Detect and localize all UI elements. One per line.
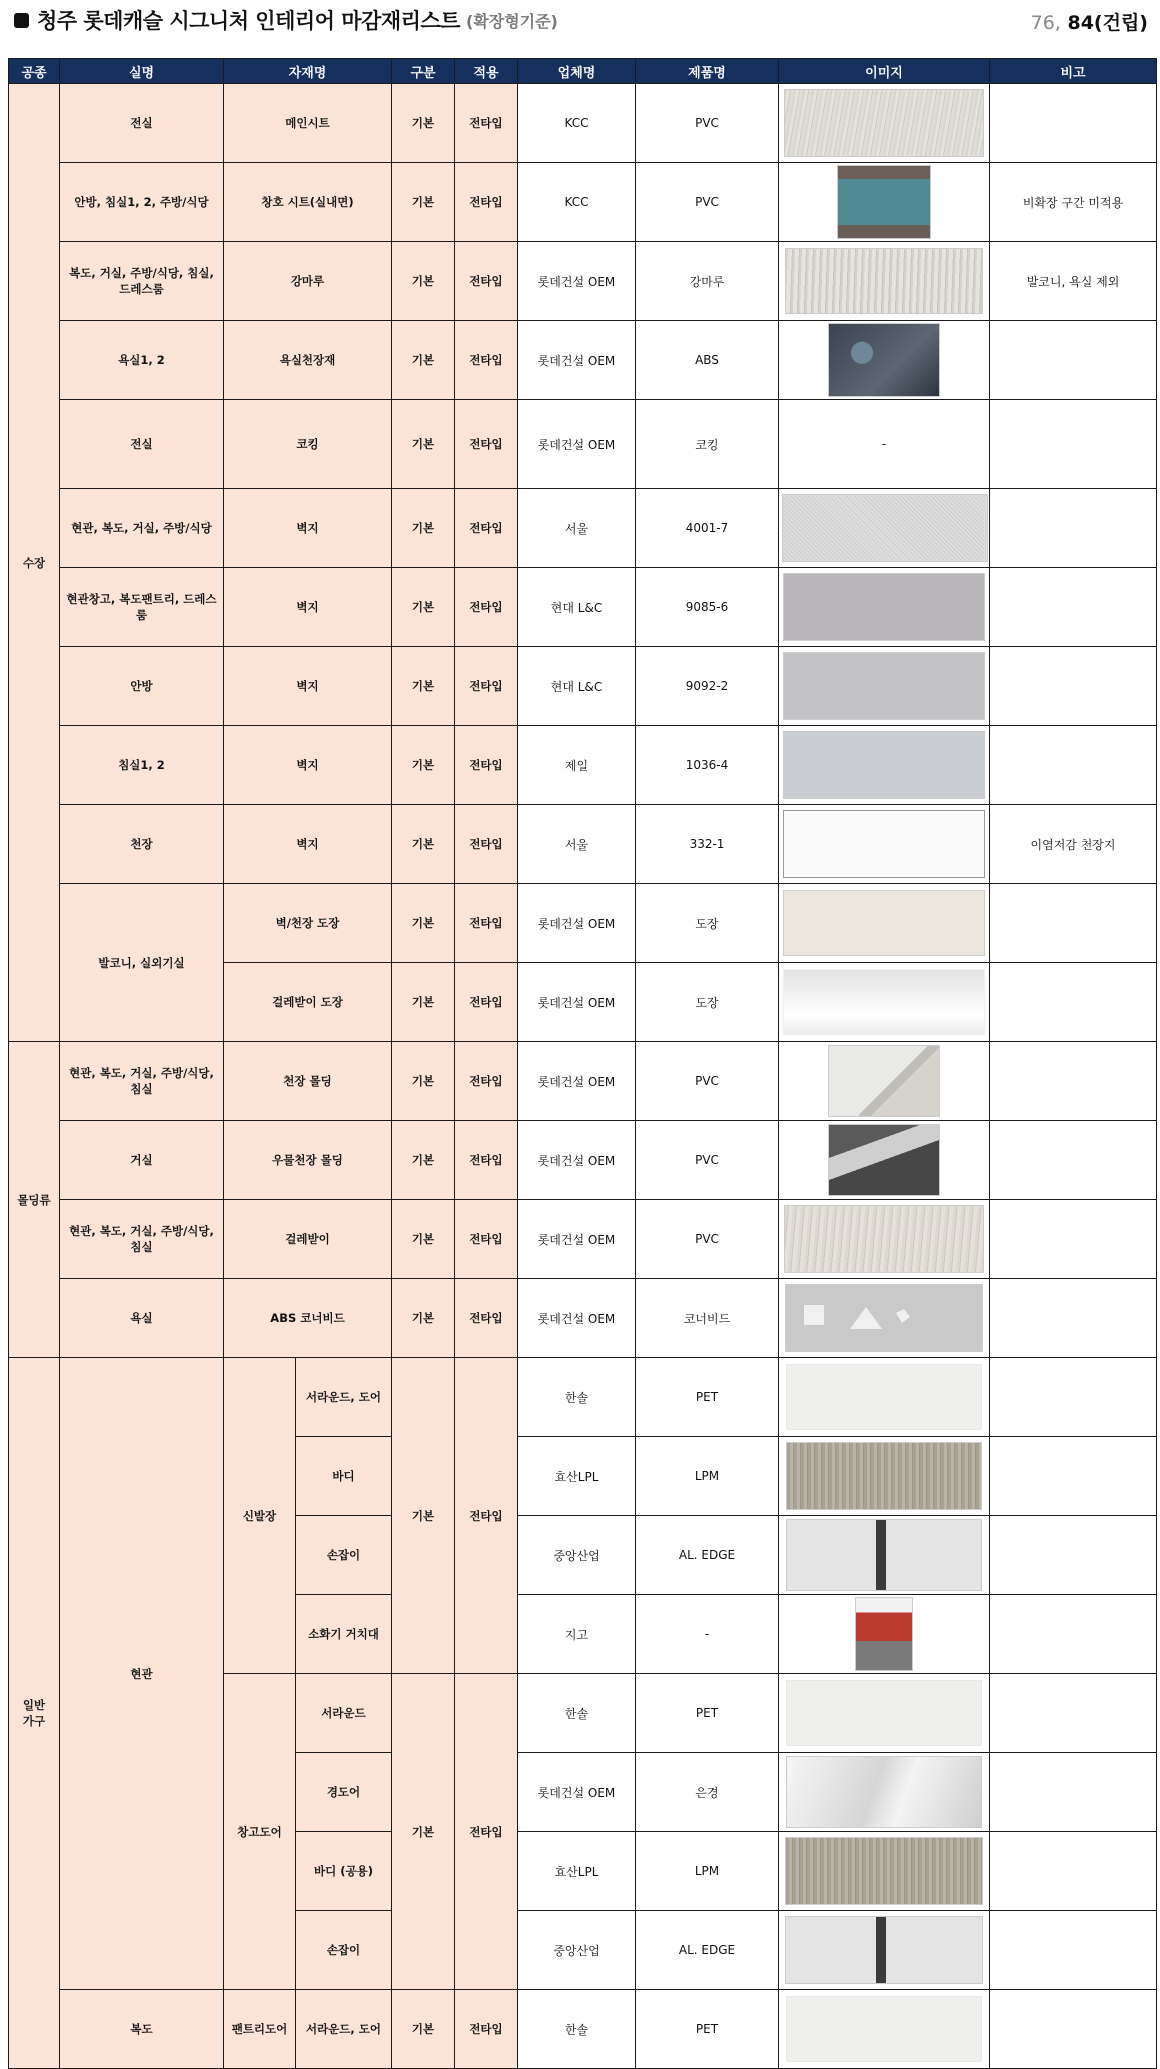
type-cell: 기본: [392, 726, 455, 805]
type-cell: 기본: [392, 568, 455, 647]
vendor-cell: 롯데건설 OEM: [518, 1200, 636, 1279]
room-cell: 현관: [60, 1358, 224, 1990]
product-cell: 강마루: [636, 242, 779, 321]
window-sheet-photo: [837, 165, 931, 239]
baseboard-swatch: [784, 1205, 984, 1273]
image-cell: [779, 884, 990, 963]
product-cell: 1036-4: [636, 726, 779, 805]
table-row: [9, 1042, 1157, 1121]
note-cell: [990, 84, 1157, 163]
product-cell: PVC: [636, 1042, 779, 1121]
product-cell: 코너비드: [636, 1279, 779, 1358]
image-cell: [779, 1437, 990, 1516]
room-cell: 현관, 복도, 거실, 주방/식당: [60, 489, 224, 568]
room-cell: 복도, 거실, 주방/식당, 침실, 드레스룸: [60, 242, 224, 321]
col-apply: 적용: [455, 59, 518, 84]
table-row: [9, 321, 1157, 400]
room-cell: 안방: [60, 647, 224, 726]
mirror-swatch: [786, 1756, 982, 1828]
material-cell: 걸레받이 도장: [224, 963, 392, 1042]
wallpaper-grey-swatch: [783, 731, 985, 799]
table-row: [9, 805, 1157, 884]
coffer-molding-photo: [828, 1124, 940, 1196]
apply-cell: 전타입: [455, 1279, 518, 1358]
vendor-cell: 한솔: [518, 1990, 636, 2069]
apply-cell: 전타입: [455, 1990, 518, 2069]
col-product: 제품명: [636, 59, 779, 84]
material-cell: 벽/천장 도장: [224, 884, 392, 963]
image-cell: [779, 84, 990, 163]
image-cell: [779, 321, 990, 400]
wallpaper-texture-swatch: [782, 494, 988, 562]
type-cell: 기본: [392, 1358, 455, 1674]
material-cell: 코킹: [224, 400, 392, 489]
product-cell: AL. EDGE: [636, 1911, 779, 1990]
table-row: [9, 568, 1157, 647]
image-cell: [779, 1674, 990, 1753]
image-cell: [779, 1753, 990, 1832]
wallpaper-grey-swatch: [783, 652, 985, 720]
room-cell: 안방, 침실1, 2, 주방/식당: [60, 163, 224, 242]
apply-cell: 전타입: [455, 963, 518, 1042]
room-cell: 침실1, 2: [60, 726, 224, 805]
vendor-cell: 롯데건설 OEM: [518, 1753, 636, 1832]
product-cell: PVC: [636, 84, 779, 163]
image-cell: [779, 1911, 990, 1990]
part-cell: 경도어: [296, 1753, 392, 1832]
vendor-cell: 효산LPL: [518, 1832, 636, 1911]
type-cell: 기본: [392, 400, 455, 489]
table-row: [9, 1358, 1157, 1437]
vendor-cell: 현대 L&C: [518, 568, 636, 647]
product-cell: PVC: [636, 1121, 779, 1200]
vendor-cell: 지고: [518, 1595, 636, 1674]
apply-cell: 전타입: [455, 242, 518, 321]
table-row: [9, 489, 1157, 568]
note-cell: [990, 884, 1157, 963]
pet-white-swatch: [786, 1364, 982, 1430]
note-cell: [990, 1753, 1157, 1832]
page-header: [14, 4, 558, 36]
material-cell: 벽지: [224, 489, 392, 568]
group-cell: 수장: [9, 84, 60, 1042]
product-cell: -: [636, 1595, 779, 1674]
apply-cell: 전타입: [455, 400, 518, 489]
product-cell: PET: [636, 1990, 779, 2069]
apply-cell: 전타입: [455, 1674, 518, 1990]
type-cell: 기본: [392, 884, 455, 963]
vendor-cell: 롯데건설 OEM: [518, 884, 636, 963]
vendor-cell: 롯데건설 OEM: [518, 1121, 636, 1200]
room-cell: 현관창고, 복도팬트리, 드레스룸: [60, 568, 224, 647]
product-cell: PVC: [636, 163, 779, 242]
group-cell: 몰딩류: [9, 1042, 60, 1358]
apply-cell: 전타입: [455, 647, 518, 726]
note-cell: 이염저감 천장지: [990, 805, 1157, 884]
ceiling-paper-swatch: [783, 810, 985, 878]
vendor-cell: 중앙산업: [518, 1516, 636, 1595]
material-cell: 벽지: [224, 726, 392, 805]
vendor-cell: 롯데건설 OEM: [518, 242, 636, 321]
col-note: 비고: [990, 59, 1157, 84]
note-cell: [990, 1674, 1157, 1753]
product-cell: 4001-7: [636, 489, 779, 568]
table-row: [9, 84, 1157, 163]
vendor-cell: 롯데건설 OEM: [518, 321, 636, 400]
col-material: 자재명: [224, 59, 392, 84]
page-subtitle: (확장형기준): [465, 11, 558, 31]
product-cell: PVC: [636, 1200, 779, 1279]
note-cell: 발코니, 욕실 제외: [990, 242, 1157, 321]
type-cell: 기본: [392, 1042, 455, 1121]
note-cell: [990, 1200, 1157, 1279]
bullet-square-icon: [14, 13, 29, 28]
note-cell: [990, 568, 1157, 647]
type-cell: 기본: [392, 647, 455, 726]
unit-prefix: 76,: [1030, 12, 1061, 34]
table-row: [9, 884, 1157, 963]
col-image: 이미지: [779, 59, 990, 84]
material-cell: 창호 시트(실내면): [224, 163, 392, 242]
room-cell: 욕실: [60, 1279, 224, 1358]
page-title: 청주 롯데캐슬 시그니처 인테리어 마감재리스트: [37, 9, 460, 33]
room-cell: 거실: [60, 1121, 224, 1200]
image-cell: [779, 568, 990, 647]
vendor-cell: 서울: [518, 805, 636, 884]
paint-swatch: [783, 890, 985, 956]
part-cell: 바디 (공용): [296, 1832, 392, 1911]
type-cell: 기본: [392, 321, 455, 400]
table-row: [9, 1279, 1157, 1358]
room-cell: 복도: [60, 1990, 224, 2069]
type-cell: 기본: [392, 805, 455, 884]
material-cell: 팬트리도어: [224, 1990, 296, 2069]
note-cell: [990, 1595, 1157, 1674]
image-cell: [779, 1121, 990, 1200]
floor-wood-swatch: [785, 248, 983, 314]
image-cell: [779, 647, 990, 726]
baseboard-paint-swatch: [783, 969, 985, 1035]
material-cell: 강마루: [224, 242, 392, 321]
finish-list-table: [8, 58, 1157, 2069]
image-cell: [779, 963, 990, 1042]
unit-types: [1031, 8, 1148, 35]
apply-cell: 전타입: [455, 1042, 518, 1121]
note-cell: [990, 400, 1157, 489]
product-cell: 도장: [636, 884, 779, 963]
type-cell: 기본: [392, 84, 455, 163]
group-cell: 일반 가구: [9, 1358, 60, 2069]
unit-main: 84(건립): [1067, 12, 1148, 34]
part-cell: 소화기 거치대: [296, 1595, 392, 1674]
type-cell: 기본: [392, 489, 455, 568]
product-cell: 9092-2: [636, 647, 779, 726]
note-cell: 비확장 구간 미적용: [990, 163, 1157, 242]
handle-photo: [785, 1916, 983, 1984]
corner-bead-photo: [785, 1284, 983, 1352]
image-cell: [779, 1516, 990, 1595]
type-cell: 기본: [392, 1279, 455, 1358]
image-cell: [779, 1832, 990, 1911]
table-row: [9, 1200, 1157, 1279]
product-cell: PET: [636, 1358, 779, 1437]
note-cell: [990, 1437, 1157, 1516]
note-cell: [990, 963, 1157, 1042]
table-row: [9, 163, 1157, 242]
material-cell: 걸레받이: [224, 1200, 392, 1279]
note-cell: [990, 647, 1157, 726]
product-cell: LPM: [636, 1437, 779, 1516]
vendor-cell: 한솔: [518, 1358, 636, 1437]
pet-white-swatch: [786, 1680, 982, 1746]
room-cell: 천장: [60, 805, 224, 884]
product-cell: LPM: [636, 1832, 779, 1911]
type-cell: 기본: [392, 163, 455, 242]
image-cell: [779, 805, 990, 884]
vendor-cell: 롯데건설 OEM: [518, 400, 636, 489]
type-cell: 기본: [392, 1990, 455, 2069]
part-cell: 서라운드, 도어: [296, 1990, 392, 2069]
vendor-cell: 한솔: [518, 1674, 636, 1753]
material-cell: 우물천장 몰딩: [224, 1121, 392, 1200]
part-cell: 손잡이: [296, 1911, 392, 1990]
table-header-row: [9, 59, 1157, 84]
product-cell: ABS: [636, 321, 779, 400]
table-row: [9, 400, 1157, 489]
material-cell: 천장 몰딩: [224, 1042, 392, 1121]
room-cell: 현관, 복도, 거실, 주방/식당, 침실: [60, 1200, 224, 1279]
material-cell: 창고도어: [224, 1674, 296, 1990]
note-cell: [990, 1358, 1157, 1437]
extinguisher-holder-photo: [855, 1597, 913, 1671]
vendor-cell: KCC: [518, 84, 636, 163]
note-cell: [990, 1516, 1157, 1595]
part-cell: 서라운드: [296, 1674, 392, 1753]
note-cell: [990, 1042, 1157, 1121]
material-cell: ABS 코너비드: [224, 1279, 392, 1358]
product-cell: AL. EDGE: [636, 1516, 779, 1595]
note-cell: [990, 1832, 1157, 1911]
note-cell: [990, 489, 1157, 568]
room-cell: 현관, 복도, 거실, 주방/식당, 침실: [60, 1042, 224, 1121]
material-cell: 벽지: [224, 568, 392, 647]
image-cell: [779, 1358, 990, 1437]
apply-cell: 전타입: [455, 1358, 518, 1674]
type-cell: 기본: [392, 963, 455, 1042]
apply-cell: 전타입: [455, 568, 518, 647]
vendor-cell: 현대 L&C: [518, 647, 636, 726]
product-cell: 도장: [636, 963, 779, 1042]
vendor-cell: 롯데건설 OEM: [518, 1279, 636, 1358]
ceiling-molding-photo: [828, 1045, 940, 1117]
type-cell: 기본: [392, 1674, 455, 1990]
image-cell: [779, 1042, 990, 1121]
handle-photo: [786, 1519, 982, 1591]
note-cell: [990, 1279, 1157, 1358]
lpm-wood-swatch: [786, 1442, 982, 1510]
product-cell: PET: [636, 1674, 779, 1753]
vendor-cell: KCC: [518, 163, 636, 242]
pet-white-swatch: [786, 1996, 982, 2062]
product-cell: 332-1: [636, 805, 779, 884]
vendor-cell: 롯데건설 OEM: [518, 1042, 636, 1121]
room-cell: 발코니, 실외기실: [60, 884, 224, 1042]
type-cell: 기본: [392, 1121, 455, 1200]
part-cell: 서라운드, 도어: [296, 1358, 392, 1437]
apply-cell: 전타입: [455, 726, 518, 805]
table-row: [9, 647, 1157, 726]
vendor-cell: 효산LPL: [518, 1437, 636, 1516]
image-cell: [779, 1200, 990, 1279]
col-vendor: 업체명: [518, 59, 636, 84]
apply-cell: 전타입: [455, 84, 518, 163]
type-cell: 기본: [392, 242, 455, 321]
image-cell: [779, 1595, 990, 1674]
note-cell: [990, 1121, 1157, 1200]
room-cell: 전실: [60, 84, 224, 163]
room-cell: 욕실1, 2: [60, 321, 224, 400]
part-cell: 바디: [296, 1437, 392, 1516]
apply-cell: 전타입: [455, 1200, 518, 1279]
material-cell: 욕실천장재: [224, 321, 392, 400]
note-cell: [990, 321, 1157, 400]
wood-sheet-swatch: [784, 89, 984, 157]
product-cell: 9085-6: [636, 568, 779, 647]
material-cell: 신발장: [224, 1358, 296, 1674]
apply-cell: 전타입: [455, 884, 518, 963]
part-cell: 손잡이: [296, 1516, 392, 1595]
col-type: 구분: [392, 59, 455, 84]
image-cell: [779, 1279, 990, 1358]
wallpaper-grey-swatch: [783, 573, 985, 641]
table-row: [9, 242, 1157, 321]
lpm-wood-swatch: [785, 1837, 983, 1905]
product-cell: 코킹: [636, 400, 779, 489]
apply-cell: 전타입: [455, 321, 518, 400]
col-room: 실명: [60, 59, 224, 84]
image-cell: [779, 726, 990, 805]
apply-cell: 전타입: [455, 489, 518, 568]
image-cell: [779, 489, 990, 568]
material-cell: 벽지: [224, 805, 392, 884]
material-cell: 메인시트: [224, 84, 392, 163]
type-cell: 기본: [392, 1200, 455, 1279]
apply-cell: 전타입: [455, 1121, 518, 1200]
apply-cell: 전타입: [455, 163, 518, 242]
col-trade: 공종: [9, 59, 60, 84]
room-cell: 전실: [60, 400, 224, 489]
material-cell: 벽지: [224, 647, 392, 726]
vendor-cell: 중앙산업: [518, 1911, 636, 1990]
apply-cell: 전타입: [455, 805, 518, 884]
vendor-cell: 서울: [518, 489, 636, 568]
bath-ceiling-photo: [828, 323, 940, 397]
vendor-cell: 제일: [518, 726, 636, 805]
table-row: [9, 1121, 1157, 1200]
image-cell: -: [779, 400, 990, 489]
note-cell: [990, 726, 1157, 805]
product-cell: 은경: [636, 1753, 779, 1832]
image-cell: [779, 163, 990, 242]
image-cell: [779, 242, 990, 321]
note-cell: [990, 1911, 1157, 1990]
table-row: [9, 726, 1157, 805]
vendor-cell: 롯데건설 OEM: [518, 963, 636, 1042]
